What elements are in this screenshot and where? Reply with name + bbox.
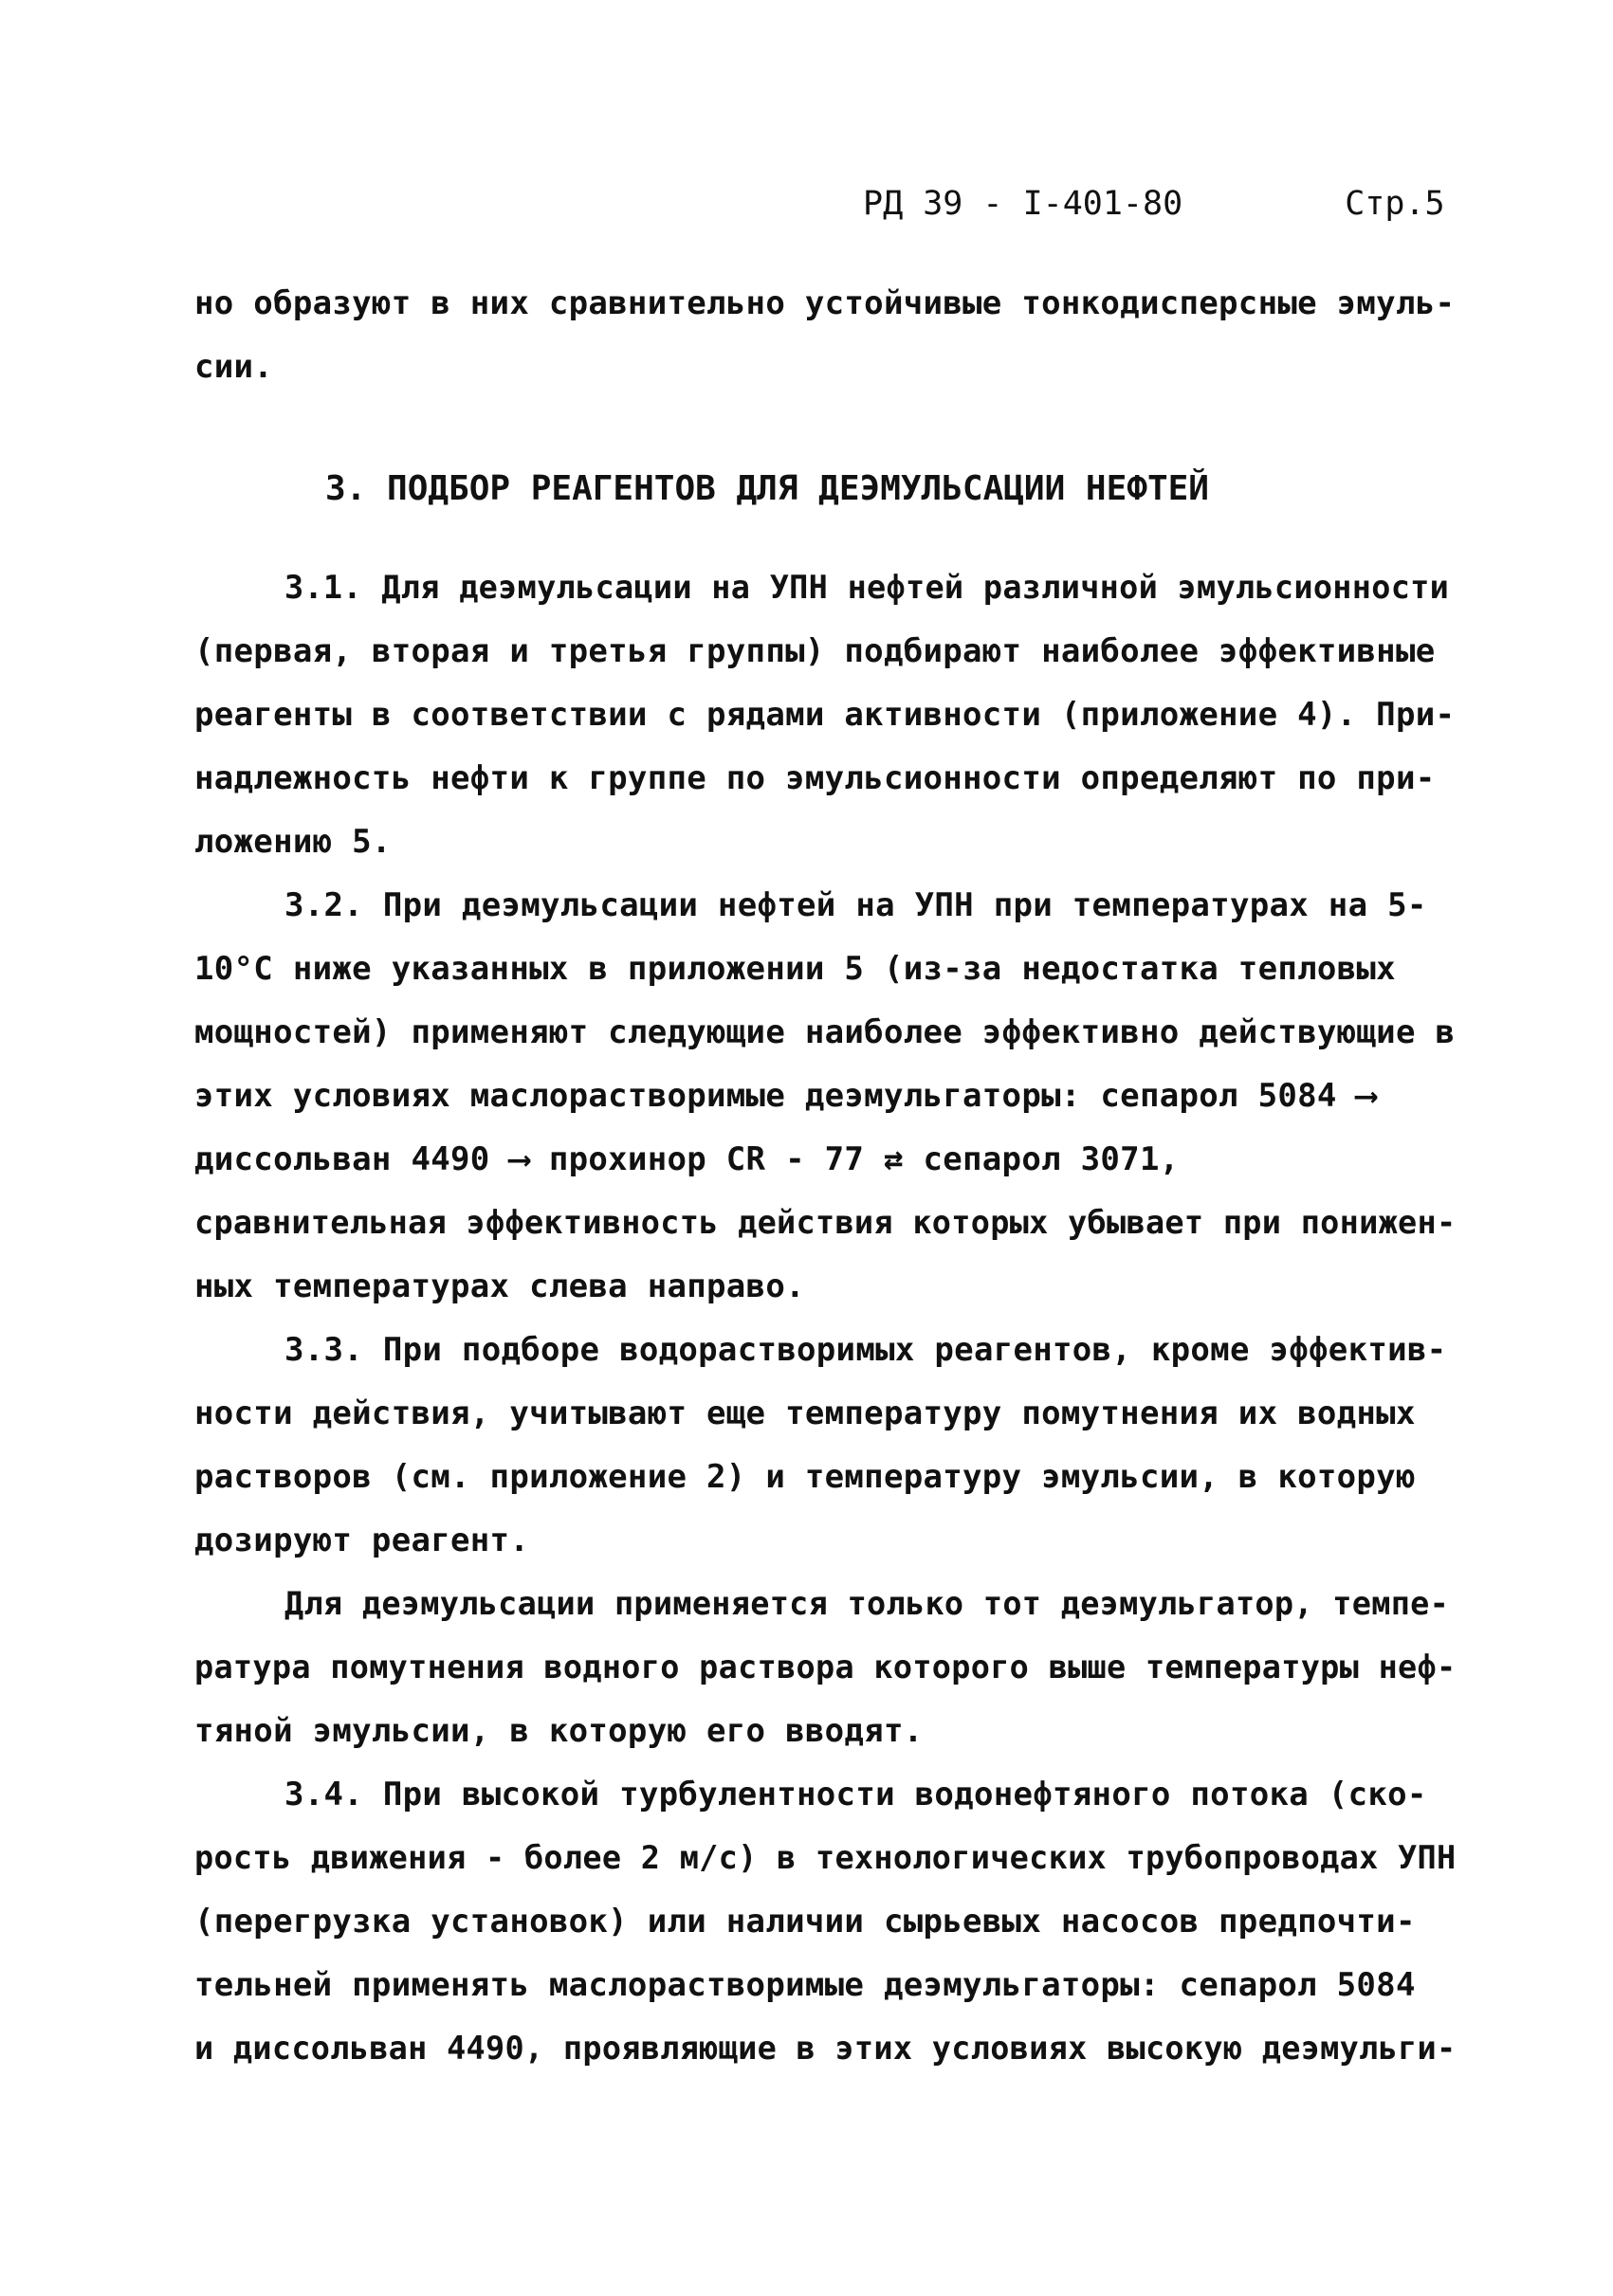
paragraph-3-3-extra-line: тяной эмульсии, в которую его вводят. [194,1712,924,1750]
paragraph-3-3-line: дозируют реагент. [194,1522,530,1559]
paragraph-3-2-line: этих условиях маслорастворимые деэмульгаторы: сепарол 5084 ⟶ [194,1077,1377,1115]
page-number: Стр.5 [1345,185,1445,223]
section-heading: 3. ПОДБОР РЕАГЕНТОВ ДЛЯ ДЕЭМУЛЬСАЦИИ НЕФТЕЙ [325,469,1209,508]
paragraph-3-2-line: диссольван 4490 ⟶ прохинор CR - 77 ⇄ сепарол 3071, [194,1140,1180,1178]
paragraph-3-3-line: 3.3. При подборе водорастворимых реагентов, кроме эффектив- [284,1331,1447,1369]
paragraph-3-2-line: сравнительная эффективность действия которых убывает при понижен- [194,1204,1457,1241]
paragraph-3-1-line: реагенты в соответствии с рядами активности (приложение 4). При- [194,696,1456,734]
paragraph-3-1-line: 3.1. Для деэмульсации на УПН нефтей различной эмульсионности [284,569,1450,606]
paragraph-3-3-line: растворов (см. приложение 2) и температуру эмульсии, в которую [194,1458,1416,1496]
page-header [863,185,1445,223]
paragraph-3-4-line: 3.4. При высокой турбулентности водонефтяного потока (ско- [284,1776,1427,1813]
paragraph-3-2-line: мощностей) применяют следующие наиболее эффективно действующие в [194,1013,1456,1051]
paragraph-3-2-line: ных температурах слева направо. [194,1267,805,1305]
paragraph-3-4-line: рость движения - более 2 м/с) в технологических трубопроводах УПН [194,1839,1457,1876]
paragraph-3-3-extra-line: Для деэмульсации применяется только тот деэмульгатор, темпе- [284,1585,1450,1622]
paragraph-3-4-line: (перегрузка установок) или наличии сырьевых насосов предпочти- [194,1903,1416,1941]
paragraph-3-2-line: 10°С ниже указанных в приложении 5 (из-за недостатка тепловых [194,950,1396,988]
paragraph-3-1-line: надлежность нефти к группе по эмульсионности определяют по при- [194,759,1436,797]
paragraph-3-3-extra-line: ратура помутнения водного раствора которого выше температуры неф- [194,1649,1457,1686]
paragraph-3-4-line: и диссольван 4490, проявляющие в этих условиях высокую деэмульги- [194,2030,1457,2067]
paragraph-3-1-line: ложению 5. [194,823,392,861]
text-line: сии. [194,348,274,386]
paragraph-3-4-line: тельней применять маслорастворимые деэмульгаторы: сепарол 5084 [194,1966,1416,2004]
paragraph-3-3-line: ности действия, учитывают еще температуру помутнения их водных [194,1394,1416,1432]
text-line: но образуют в них сравнительно устойчивые тонкодисперсные эмуль- [194,284,1456,322]
document-code: РД 39 - I-401-80 [863,185,1183,223]
paragraph-3-1-line: (первая, вторая и третья группы) подбирают наиболее эффективные [194,632,1436,670]
paragraph-3-2-line: 3.2. При деэмульсации нефтей на УПН при температурах на 5- [284,886,1427,924]
